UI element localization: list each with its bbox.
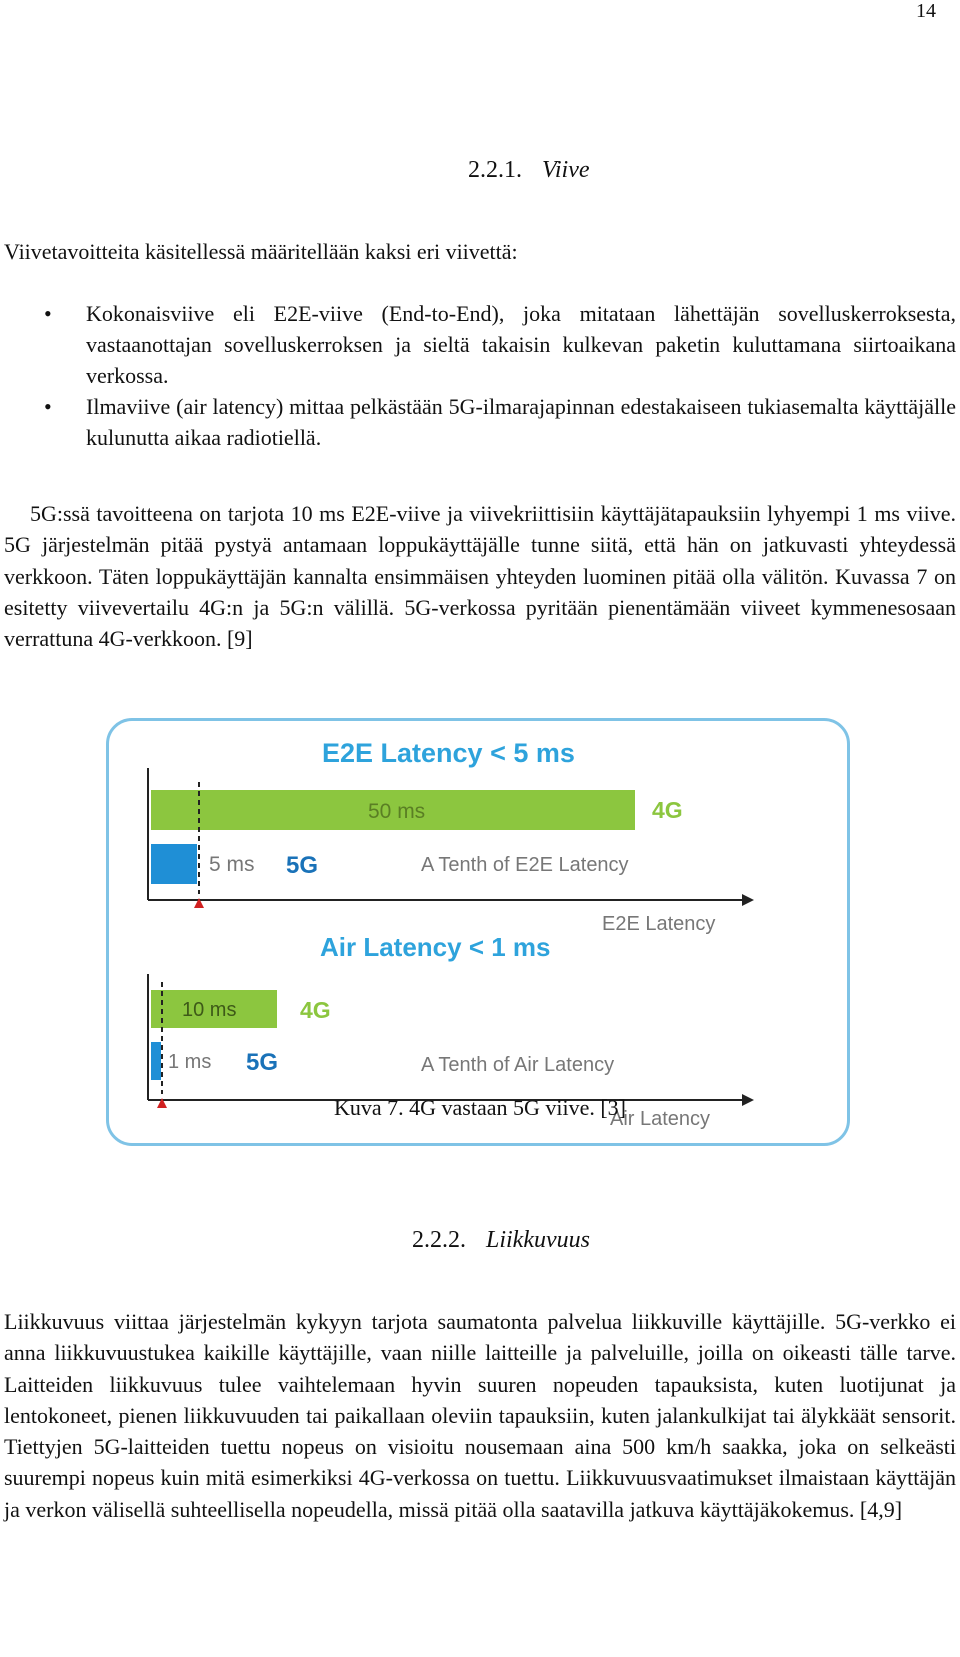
page-number: 14 [916,0,936,22]
air-tenth-label: A Tenth of Air Latency [421,1054,615,1076]
figure-caption: Kuva 7. 4G vastaan 5G viive. [3] [333,1095,627,1120]
list-item [4,298,956,391]
section-heading-liikkuvuus [412,1227,590,1254]
intro-paragraph: Viivetavoitteita käsitellessä määritellään kaksi eri viivettä: [4,239,518,264]
e2e-axis-arrow-icon [742,894,754,906]
e2e-5g-bar [151,844,197,884]
air-title: Air Latency < 1 ms [320,932,551,962]
e2e-4g-bar-label: 50 ms [368,800,426,823]
latency-definition-list [4,298,956,453]
air-5g-bar [151,1042,161,1080]
air-5g-bar-label: 1 ms [168,1051,212,1073]
e2e-5g-bar-label: 5 ms [209,853,255,876]
section-title: Viive [542,157,590,183]
air-4g-bar-label: 10 ms [182,999,237,1021]
bullet-icon: • [44,301,52,326]
body-paragraph: Liikkuvuus viittaa järjestelmän kykyyn tarjota saumatonta palvelua liikkuville käyttäjille. 5G-verkko ei anna liikkuvuustukea kaikille käyttäjille, vaan niille laitteille ja palveluille, joilla on oikeasti tälle tarve. Laitteiden liikkuvuus tulee vaihtelemaan hyvin suuren nopeuden tapauksista, kuten luotijunat ja lentokoneet, pienen liikkuvuuden tai paikallaan oleviin tapauksiin, kuten jalankulkijat tai älykkäät sensorit. Tiettyjen 5G-laitteiden tuettu nopeus on visioitu nousemaan aina 500 km/h saakka, joka on selkeästi suurempi nopeus kuin mitä esimerkiksi 4G-verkossa on tuettu. Liikkuvuusvaatimukset ilmaistaan käyttäjän ja verkon välisellä suhteellisella nopeudella, missä pitää olla saatavilla jatkuva käyttäjäkokemus. [4,9] [4,1309,956,1522]
section-title: Liikkuvuus [486,1227,590,1253]
body-paragraph: 5G:ssä tavoitteena on tarjota 10 ms E2E-viive ja viivekriittisiin käyttäjätapauksiin lyhyempi 1 ms viive. 5G järjestelmän pitää pystyä antamaan loppukäyttäjälle tunne siitä, että hän on jatkuvasti yhteydessä verkkoon. Täten loppukäyttäjän kannalta ensimmäisen yhteyden luominen pitää olla välitön. Kuvassa 7 on esitetty viivevertailu 4G:n ja 5G:n välillä. 5G-verkossa pyritään pienentämään viiveet kymmenesosaan verrattuna 4G-verkkoon. [9] [4,501,956,652]
air-4g-label: 4G [300,997,331,1023]
section-number: 2.2.2. [412,1227,466,1253]
list-item-text: Ilmaviive (air latency) mittaa pelkästään 5G-ilmarajapinnan edestakaiseen tukiasemalta käyttäjälle kulunutta aikaa radiotiellä. [86,394,956,450]
e2e-5g-label: 5G [286,852,319,879]
list-item [4,391,956,453]
list-item-text: Kokonaisviive eli E2E-viive (End-to-End), joka mitataan lähettäjän sovelluskerroksesta, vastaanottajan sovelluskerroksen ja sieltä takaisin kulkevan paketin kuluttamana siirtoaikana verkossa. [86,301,956,388]
section-number: 2.2.1. [468,157,522,183]
e2e-title: E2E Latency < 5 ms [322,738,575,768]
section-heading-viive [468,157,590,184]
air-axis-label: Air Latency [610,1108,711,1130]
latency-comparison-figure [106,718,850,1146]
bullet-icon: • [44,394,52,419]
e2e-4g-label: 4G [652,797,683,823]
e2e-tenth-label: A Tenth of E2E Latency [421,854,629,876]
figure-graphic [106,718,850,1146]
e2e-axis-label: E2E Latency [602,913,716,935]
air-5g-label: 5G [246,1049,279,1076]
